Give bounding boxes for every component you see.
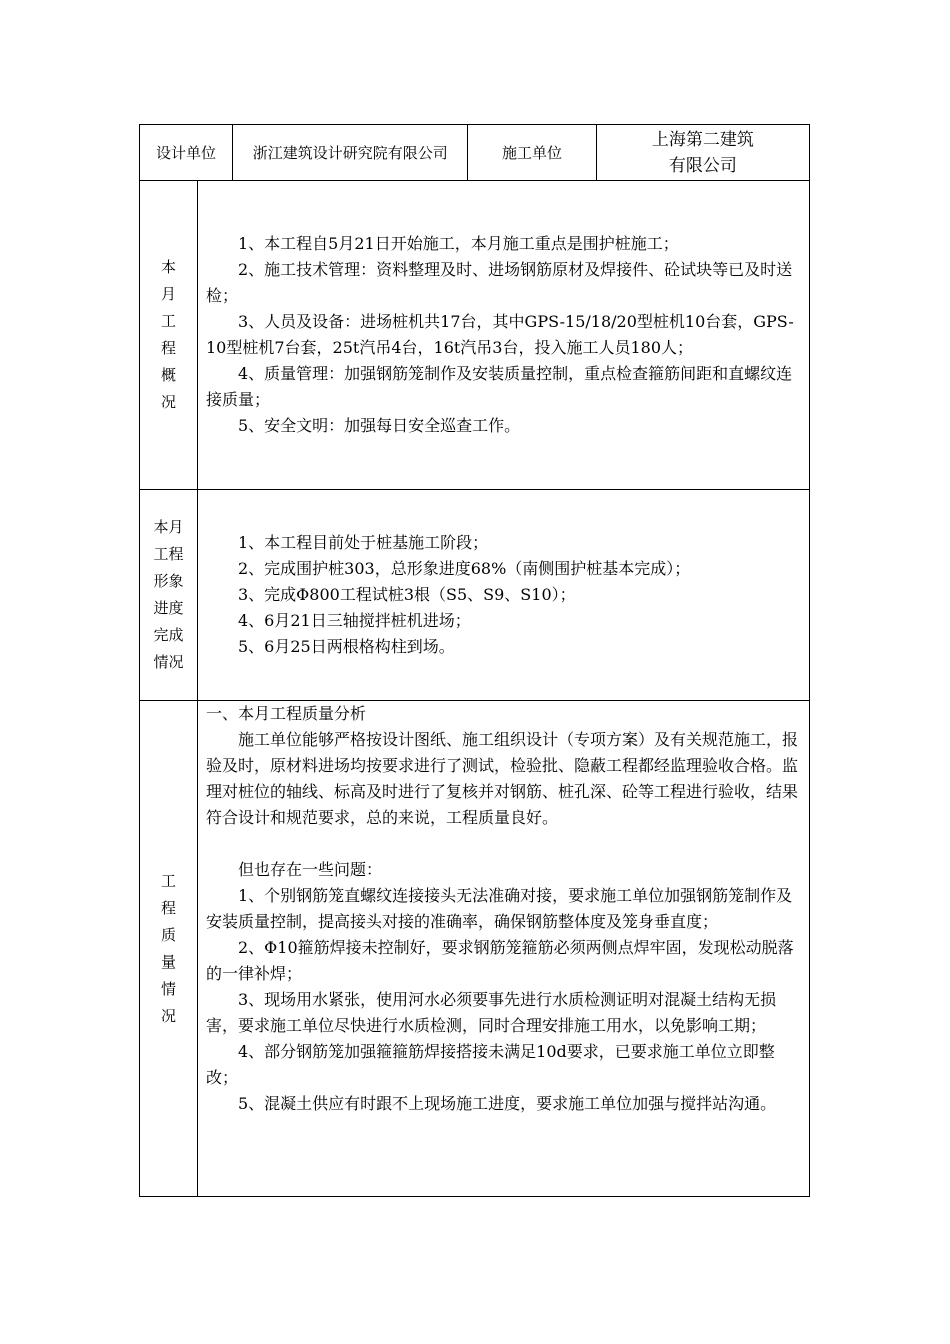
quality-label-char: 况 [160, 1006, 176, 1025]
progress-label-line: 进度 [153, 599, 184, 617]
report-sheet [139, 124, 810, 1197]
progress-item: 3、完成Φ800工程试桩3根（S5、S9、S10）； [238, 585, 576, 604]
progress-label-line: 工程 [153, 545, 184, 563]
quality-label-char: 程 [160, 898, 176, 917]
construction-unit-label: 施工单位 [468, 125, 596, 181]
overview-item: 5、安全文明：加强每日安全巡查工作。 [238, 416, 521, 435]
quality-problem-item: 1、个别钢筋笼直螺纹连接接头无法准确对接，要求施工单位加强钢筋笼制作及安装质量控制，提高接头对接的准确率，确保钢筋整体度及笼身垂直度； [206, 886, 793, 931]
progress-label-line: 完成 [153, 626, 184, 644]
overview-row [140, 181, 810, 490]
overview-item: 1、本工程自5月21日开始施工，本月施工重点是围护桩施工； [238, 234, 679, 253]
construction-unit-value [596, 125, 809, 181]
overview-label-char: 概 [160, 366, 176, 384]
progress-label-line: 本月 [153, 518, 184, 536]
quality-problem-item: 5、混凝土供应有时跟不上现场施工进度，要求施工单位加强与搅拌站沟通。 [238, 1094, 777, 1113]
overview-label-char: 月 [160, 285, 176, 303]
overview-label-char: 本 [160, 258, 176, 276]
quality-problem-item: 3、现场用水紧张，使用河水必须要事先进行水质检测证明对混凝土结构无损害，要求施工单位尽快进行水质检测，同时合理安排施工用水，以免影响工期； [206, 990, 777, 1035]
progress-item: 4、6月21日三轴搅拌桩机进场； [238, 611, 471, 630]
overview-label-char: 工 [160, 312, 176, 330]
progress-label-line: 情况 [153, 653, 184, 671]
progress-item: 2、完成围护桩303，总形象进度68%（南侧围护桩基本完成）； [238, 559, 691, 578]
quality-label [140, 701, 198, 1197]
header-table [139, 124, 810, 181]
quality-problem-item: 4、部分钢筋笼加强箍箍筋焊接搭接未满足10d要求，已要求施工单位立即整改； [206, 1042, 775, 1087]
quality-section-title: 一、本月工程质量分析 [206, 704, 367, 723]
quality-problem-item: 2、Φ10箍筋焊接未控制好，要求钢筋笼箍筋必须两侧点焊牢固，发现松动脱落的一律补焊； [206, 938, 794, 983]
overview-content [198, 181, 810, 490]
progress-row [140, 490, 810, 701]
progress-item: 5、6月25日两根格构柱到场。 [238, 637, 455, 656]
overview-label [140, 181, 198, 490]
spacer [206, 831, 801, 857]
quality-label-char: 量 [160, 952, 176, 971]
progress-label [140, 490, 198, 701]
content-table [139, 180, 810, 1197]
header-row [140, 125, 810, 181]
progress-item: 1、本工程目前处于桩基施工阶段； [238, 533, 489, 552]
construction-unit-value-line1: 上海第二建筑 [651, 129, 754, 150]
overview-item: 4、质量管理：加强钢筋笼制作及安装质量控制，重点检查箍筋间距和直螺纹连接质量； [206, 364, 793, 409]
progress-content [198, 490, 810, 701]
construction-unit-value-line2: 有限公司 [668, 155, 737, 176]
quality-label-char: 质 [160, 925, 176, 944]
overview-item: 2、施工技术管理：资料整理及时、进场钢筋原材及焊接件、砼试块等已及时送检； [206, 260, 793, 305]
overview-item: 3、人员及设备：进场桩机共17台，其中GPS-15/18/20型桩机10台套，GPS-10型桩机7台套，25t汽吊4台，16t汽吊3台，投入施工人员180人； [206, 312, 794, 357]
overview-label-char: 程 [160, 339, 176, 357]
quality-label-char: 工 [160, 871, 176, 890]
quality-problems-intro: 但也存在一些问题： [238, 860, 383, 879]
quality-row [140, 701, 810, 1197]
quality-label-char: 情 [160, 979, 176, 998]
design-unit-label: 设计单位 [140, 125, 233, 181]
overview-label-char: 况 [160, 393, 176, 411]
design-unit-value: 浙江建筑设计研究院有限公司 [233, 125, 468, 181]
quality-analysis: 施工单位能够严格按设计图纸、施工组织设计（专项方案）及有关规范施工，报验及时，原材料进场均按要求进行了测试，检验批、隐蔽工程都经监理验收合格。监理对桩位的轴线、标高及时进行了复核并对钢筋、桩孔深、砼等工程进行验收，结果符合设计和规范要求，总的来说，工程质量良好。 [206, 730, 799, 827]
quality-content [198, 701, 810, 1197]
progress-label-line: 形象 [153, 572, 184, 590]
